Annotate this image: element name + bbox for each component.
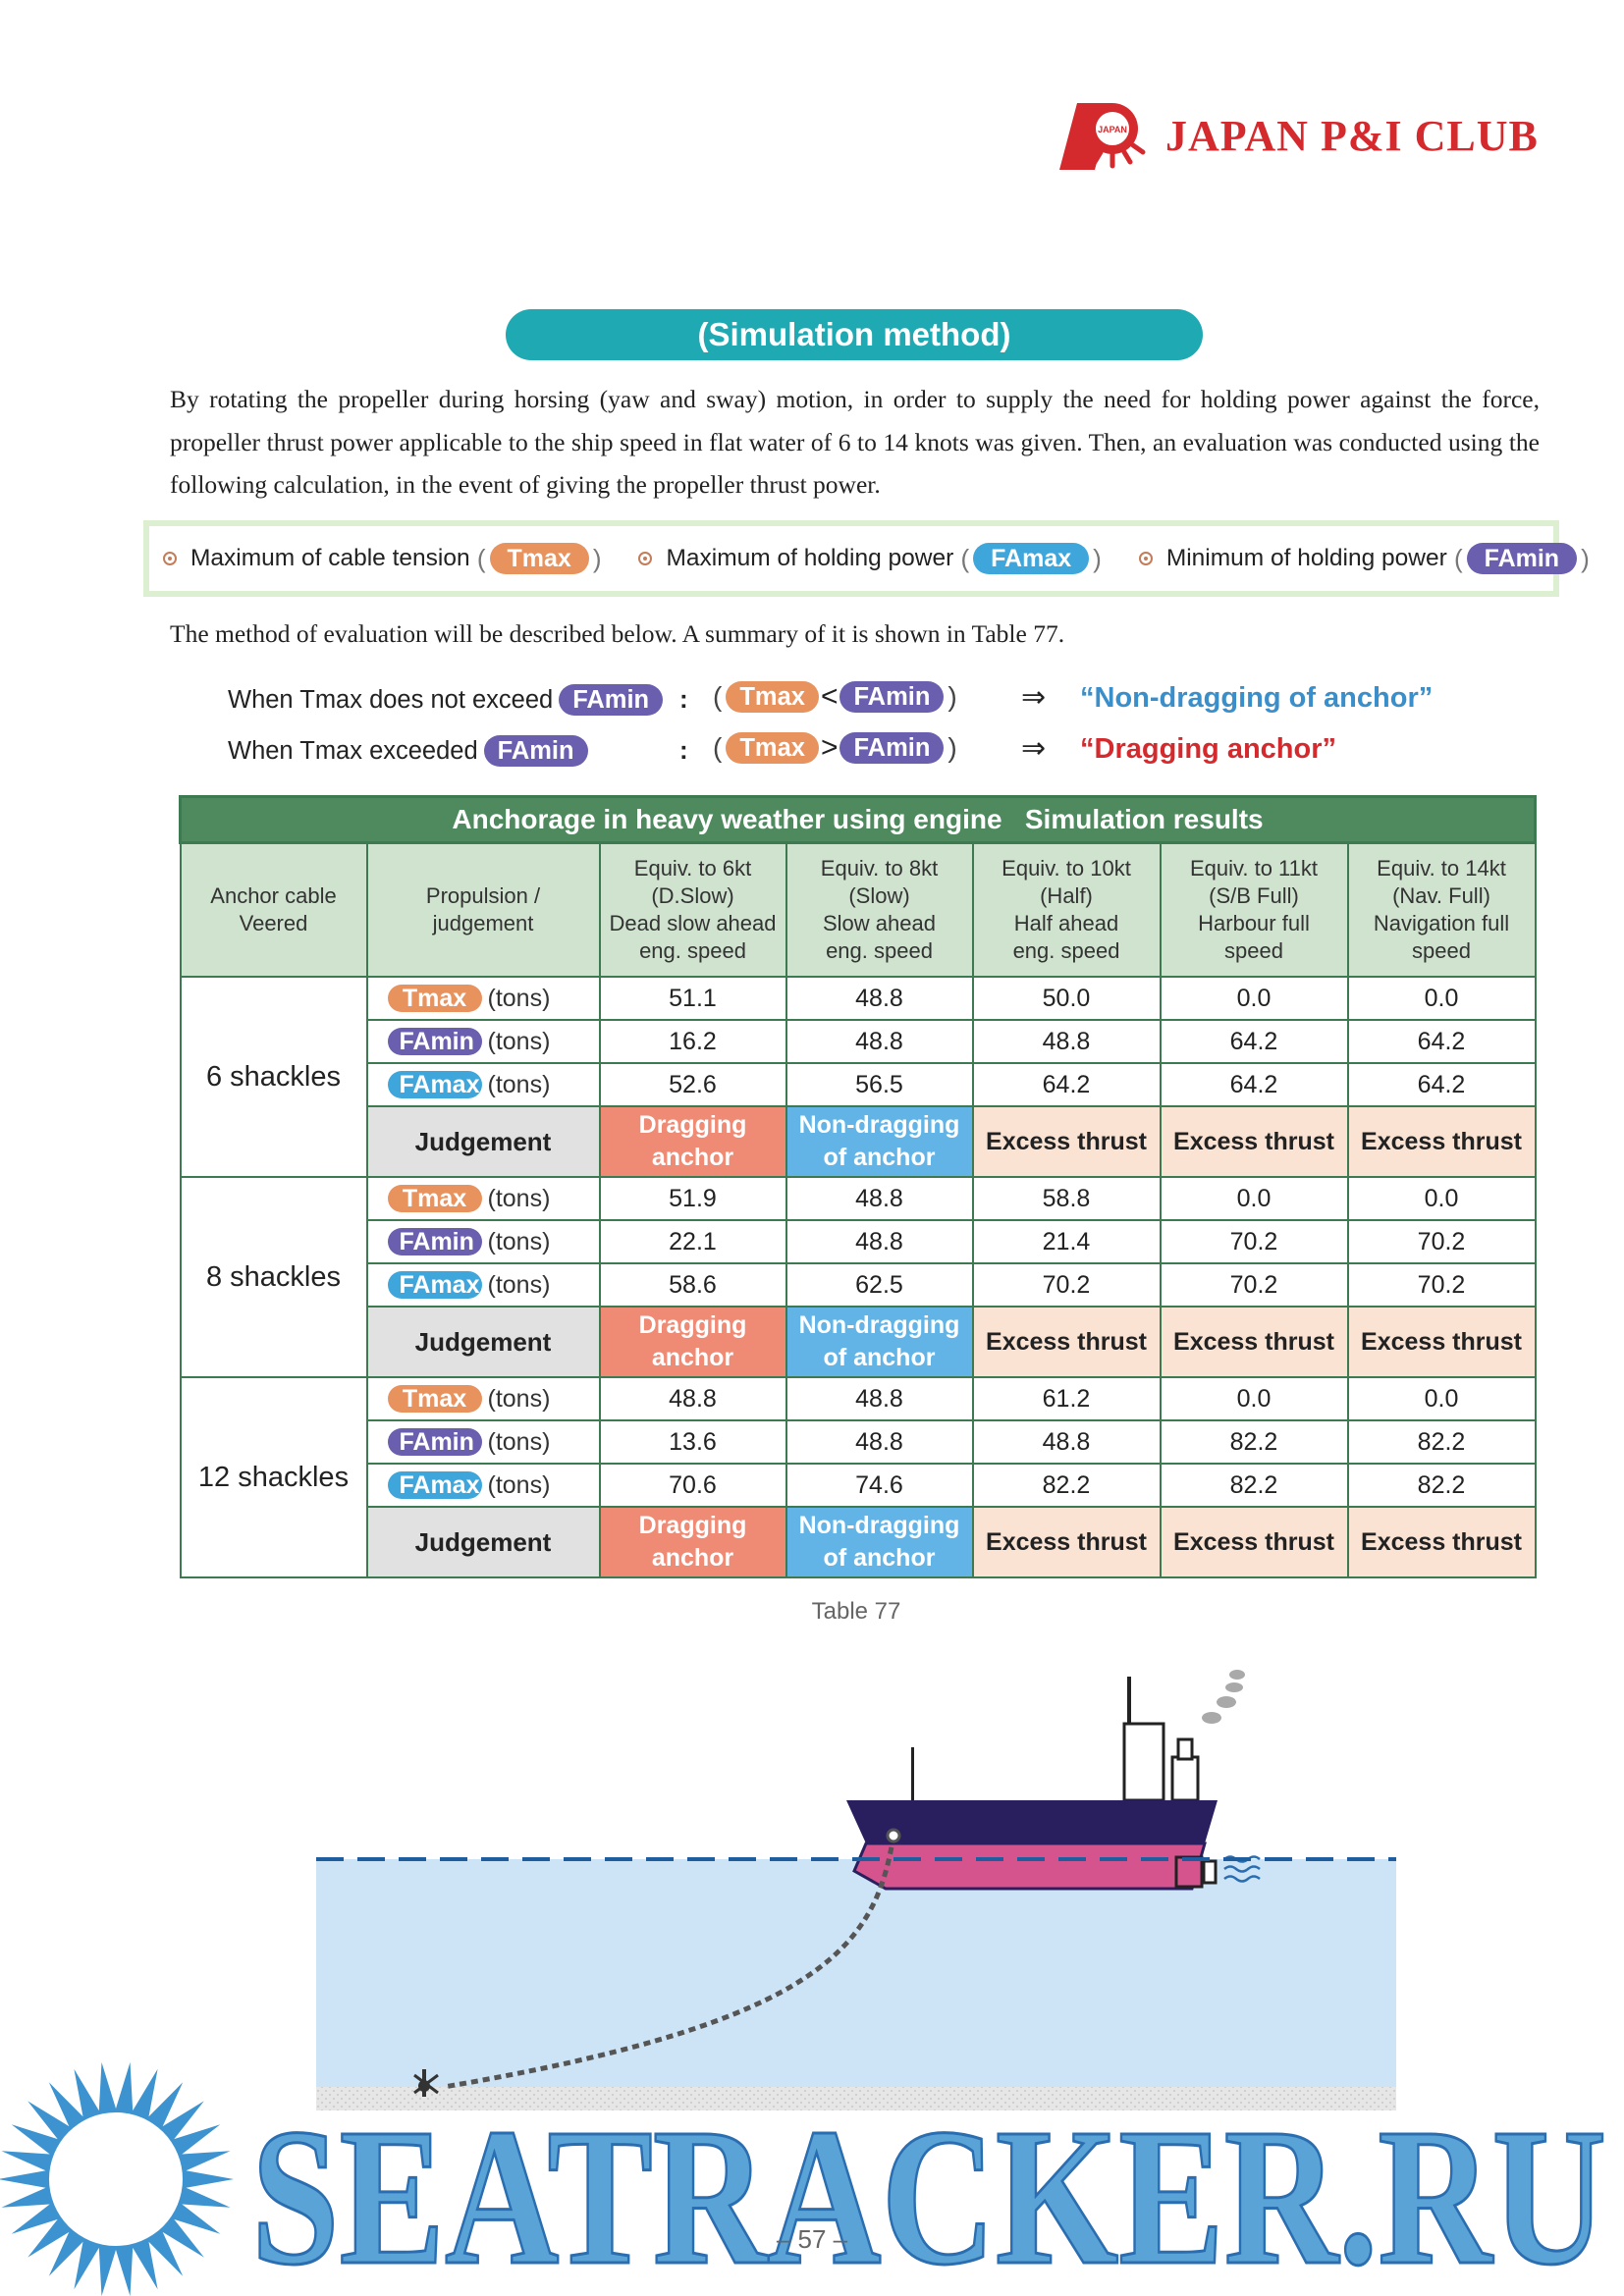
value-cell: 82.2	[1348, 1420, 1536, 1464]
value-cell: 13.6	[600, 1420, 786, 1464]
propulsion-cell	[367, 1063, 600, 1106]
condition-expression: ( Tmax > FAmin )	[713, 731, 957, 764]
implies-arrow-icon: ⇒	[1021, 732, 1047, 765]
famin-chip: FAmin	[559, 684, 663, 716]
value-cell: 48.8	[786, 977, 973, 1020]
judgement-row	[181, 1307, 1536, 1377]
value-cell: 51.1	[600, 977, 786, 1020]
condition-label: When Tmax exceeded	[228, 736, 478, 765]
value-cell: 22.1	[600, 1220, 786, 1263]
value-cell: 58.8	[973, 1177, 1161, 1220]
value-cell: 70.6	[600, 1464, 786, 1507]
table-row	[181, 1420, 1536, 1464]
unit-label: (tons)	[487, 1270, 551, 1299]
value-cell: 82.2	[1161, 1420, 1348, 1464]
value-cell: 50.0	[973, 977, 1161, 1020]
famax-chip: FAmax	[388, 1271, 482, 1299]
condition-result: “Non-dragging of anchor”	[1080, 682, 1434, 714]
unit-label: (tons)	[487, 1427, 551, 1456]
unit-label: (tons)	[487, 1184, 551, 1212]
judgement-cell: Excess thrust	[1161, 1307, 1348, 1377]
club-logo	[1056, 93, 1546, 172]
legend-box	[143, 520, 1590, 597]
value-cell: 48.8	[786, 1220, 973, 1263]
value-cell: 0.0	[1348, 1177, 1536, 1220]
value-cell: 0.0	[1161, 1177, 1348, 1220]
bullet-icon	[638, 552, 652, 565]
table-row	[181, 1177, 1536, 1220]
value-cell: 51.9	[600, 1177, 786, 1220]
propulsion-cell	[367, 1263, 600, 1307]
unit-label: (tons)	[487, 1470, 551, 1499]
value-cell: 48.8	[786, 1420, 973, 1464]
sunburst-icon	[0, 2062, 234, 2296]
value-cell: 70.2	[1348, 1220, 1536, 1263]
intro-paragraph: By rotating the propeller during horsing (yaw and sway) motion, in order to supply the need for holding power against the force, propeller thrust power applicable to the ship speed in flat water of 6 to 14 knots was given. Then, an evaluation was conducted using the following calculation, in the event of giving the propeller thrust power.	[170, 385, 1540, 499]
legend-label: Maximum of cable tension	[190, 545, 470, 571]
anchored-ship-illustration	[316, 1649, 1406, 2110]
shackle-label: 6 shackles	[181, 977, 367, 1177]
comparison-operator: >	[820, 731, 839, 764]
comparison-operator: <	[820, 680, 839, 713]
watermark	[0, 2052, 1624, 2296]
judgement-cell: Excess thrust	[973, 1507, 1161, 1577]
judgement-cell: Excess thrust	[973, 1106, 1161, 1177]
judgement-label: Judgement	[367, 1307, 600, 1377]
judgement-cell: Excess thrust	[973, 1307, 1161, 1377]
value-cell: 82.2	[973, 1464, 1161, 1507]
value-cell: 64.2	[1348, 1020, 1536, 1063]
table-row	[181, 1220, 1536, 1263]
condition-dragging: When Tmax exceeded FAmin : ( Tmax > FAmin ) ⇒ “Dragging anchor”	[228, 731, 1337, 765]
legend-item-famin: Minimum of holding power ( FAmin )	[1139, 543, 1590, 574]
famin-chip: FAmin	[839, 681, 944, 713]
value-cell: 48.8	[973, 1420, 1161, 1464]
shackle-label: 12 shackles	[181, 1377, 367, 1577]
value-cell: 48.8	[600, 1377, 786, 1420]
japan-pi-emblem-icon	[1056, 93, 1154, 172]
header-speed-3: Equiv. to 11kt (S/B Full) Harbour full speed	[1161, 843, 1348, 978]
brand-name: JAPAN P&I CLUB	[1165, 112, 1539, 160]
propulsion-cell	[367, 1020, 600, 1063]
value-cell: 0.0	[1348, 1377, 1536, 1420]
unit-label: (tons)	[487, 1027, 551, 1055]
famin-chip: FAmin	[388, 1228, 482, 1255]
value-cell: 70.2	[973, 1263, 1161, 1307]
value-cell: 0.0	[1348, 977, 1536, 1020]
header-speed-2: Equiv. to 10kt (Half) Half ahead eng. speed	[973, 843, 1161, 978]
value-cell: 48.8	[786, 1377, 973, 1420]
simulation-results-table	[179, 795, 1537, 1578]
shackle-label: 8 shackles	[181, 1177, 367, 1377]
judgement-row	[181, 1106, 1536, 1177]
judgement-cell: Excess thrust	[1348, 1307, 1536, 1377]
value-cell: 64.2	[973, 1063, 1161, 1106]
evaluation-note: The method of evaluation will be described below. A summary of it is shown in Table 77.	[170, 619, 1065, 648]
judgement-label: Judgement	[367, 1507, 600, 1577]
propulsion-cell	[367, 1177, 600, 1220]
value-cell: 16.2	[600, 1020, 786, 1063]
famin-chip: FAmin	[1467, 543, 1577, 574]
unit-label: (tons)	[487, 1070, 551, 1098]
header-speed-1: Equiv. to 8kt (Slow) Slow ahead eng. speed	[786, 843, 973, 978]
judgement-label: Judgement	[367, 1106, 600, 1177]
propulsion-cell	[367, 977, 600, 1020]
value-cell: 61.2	[973, 1377, 1161, 1420]
header-speed-0: Equiv. to 6kt (D.Slow) Dead slow ahead eng. speed	[600, 843, 786, 978]
table-row	[181, 1464, 1536, 1507]
table-row	[181, 1377, 1536, 1420]
value-cell: 64.2	[1161, 1063, 1348, 1106]
header-propulsion: Propulsion / judgement	[367, 843, 600, 978]
famax-chip: FAmax	[973, 543, 1089, 574]
section-title: (Simulation method)	[506, 309, 1203, 360]
value-cell: 74.6	[786, 1464, 973, 1507]
condition-label: When Tmax does not exceed	[228, 685, 554, 714]
tmax-chip: Tmax	[490, 543, 589, 574]
value-cell: 70.2	[1161, 1220, 1348, 1263]
judgement-cell: Dragging anchor	[600, 1106, 786, 1177]
judgement-cell: Non-dragging of anchor	[786, 1307, 973, 1377]
value-cell: 82.2	[1161, 1464, 1348, 1507]
tmax-chip: Tmax	[388, 1185, 482, 1212]
header-anchor-cable: Anchor cable Veered	[181, 843, 367, 978]
tmax-chip: Tmax	[388, 985, 482, 1012]
sky	[316, 1649, 1396, 1859]
famin-chip: FAmin	[388, 1428, 482, 1456]
table-row	[181, 1063, 1536, 1106]
value-cell: 48.8	[973, 1020, 1161, 1063]
judgement-cell: Excess thrust	[1348, 1106, 1536, 1177]
judgement-cell: Non-dragging of anchor	[786, 1507, 973, 1577]
judgement-row	[181, 1507, 1536, 1577]
page-number: – 57 –	[776, 2224, 848, 2254]
judgement-cell: Non-dragging of anchor	[786, 1106, 973, 1177]
bullet-icon	[1139, 552, 1153, 565]
famin-chip: FAmin	[484, 735, 588, 767]
value-cell: 58.6	[600, 1263, 786, 1307]
legend-label: Maximum of holding power	[666, 545, 954, 571]
judgement-cell: Dragging anchor	[600, 1307, 786, 1377]
tmax-chip: Tmax	[388, 1385, 482, 1413]
judgement-cell: Excess thrust	[1161, 1106, 1348, 1177]
unit-label: (tons)	[487, 984, 551, 1012]
value-cell: 0.0	[1161, 1377, 1348, 1420]
table-title: Anchorage in heavy weather using engine Simulation results	[181, 797, 1536, 843]
bullet-icon	[163, 552, 177, 565]
table-row	[181, 977, 1536, 1020]
condition-expression: ( Tmax < FAmin )	[713, 680, 957, 713]
propulsion-cell	[367, 1377, 600, 1420]
tmax-chip: Tmax	[726, 681, 819, 713]
watermark-text: SEATRACKER.RU	[251, 2089, 1606, 2296]
unit-label: (tons)	[487, 1227, 551, 1255]
table-row	[181, 1020, 1536, 1063]
value-cell: 21.4	[973, 1220, 1161, 1263]
judgement-cell: Excess thrust	[1348, 1507, 1536, 1577]
value-cell: 0.0	[1161, 977, 1348, 1020]
judgement-cell: Dragging anchor	[600, 1507, 786, 1577]
judgement-cell: Excess thrust	[1161, 1507, 1348, 1577]
table-caption: Table 77	[811, 1598, 901, 1625]
value-cell: 82.2	[1348, 1464, 1536, 1507]
legend-item-famax: Maximum of holding power ( FAmax )	[638, 543, 1101, 574]
implies-arrow-icon: ⇒	[1021, 681, 1047, 714]
value-cell: 64.2	[1348, 1063, 1536, 1106]
propulsion-cell	[367, 1464, 600, 1507]
condition-result: “Dragging anchor”	[1080, 733, 1337, 765]
header-speed-4: Equiv. to 14kt (Nav. Full) Navigation full speed	[1348, 843, 1536, 978]
legend-label: Minimum of holding power	[1165, 545, 1447, 571]
value-cell: 48.8	[786, 1020, 973, 1063]
value-cell: 64.2	[1161, 1020, 1348, 1063]
famax-chip: FAmax	[388, 1471, 482, 1499]
table-row	[181, 1263, 1536, 1307]
value-cell: 56.5	[786, 1063, 973, 1106]
value-cell: 70.2	[1348, 1263, 1536, 1307]
tmax-chip: Tmax	[726, 732, 819, 764]
unit-label: (tons)	[487, 1384, 551, 1413]
propulsion-cell	[367, 1220, 600, 1263]
legend-item-tmax: Maximum of cable tension ( Tmax )	[163, 543, 601, 574]
propulsion-cell	[367, 1420, 600, 1464]
logo-text: JAPAN	[1098, 125, 1127, 134]
value-cell: 52.6	[600, 1063, 786, 1106]
famin-chip: FAmin	[839, 732, 944, 764]
value-cell: 70.2	[1161, 1263, 1348, 1307]
value-cell: 48.8	[786, 1177, 973, 1220]
condition-non-dragging: When Tmax does not exceed FAmin : ( Tmax < FAmin ) ⇒ “Non-dragging of anchor”	[228, 680, 1434, 714]
famax-chip: FAmax	[388, 1071, 482, 1098]
famin-chip: FAmin	[388, 1028, 482, 1055]
value-cell: 62.5	[786, 1263, 973, 1307]
